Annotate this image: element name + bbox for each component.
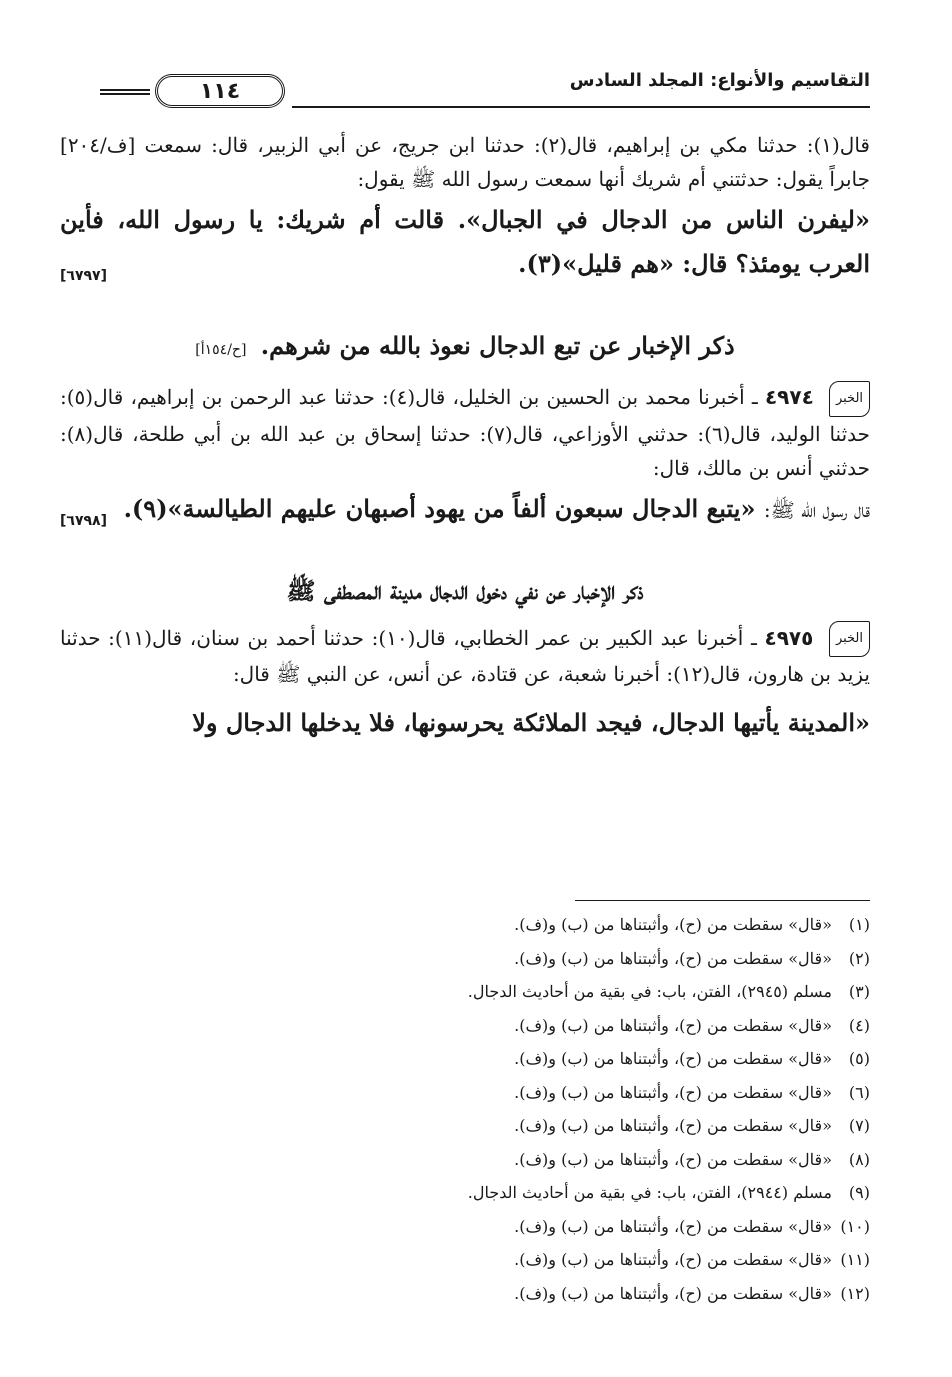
footnote <box>250 1042 870 1076</box>
chapter-heading-text: ذكر الإخبار عن تبع الدجال نعوذ بالله من شرهم. <box>260 331 735 360</box>
leaf-icon: الخبر <box>829 621 870 657</box>
footnote-text: «قال» سقطت من (ح)، وأثبتناها من (ب) و(ف). <box>514 1250 832 1269</box>
footnotes <box>250 908 870 1310</box>
footnote <box>250 908 870 942</box>
footnote-number: (٧) <box>848 1116 870 1135</box>
isnad-text: ـ أخبرنا محمد بن الحسين بن الخليل، قال(٤): حدثنا عبد الرحمن بن إبراهيم، قال(٥): حدثنا الوليد، قال(٦): حدثني الأوزاعي، قال(٧): حدثنا إسحاق بن عبد الله بن أبي طلحة، قال(٨): حدثني أنس بن مالك، قال: <box>60 385 871 480</box>
footnote-number: (١٢) <box>840 1283 870 1303</box>
hadith-number: ٤٩٧٥ <box>764 625 814 650</box>
footnote-text: «قال» سقطت من (ح)، وأثبتناها من (ب) و(ف). <box>514 1283 832 1303</box>
footnote-text: «قال» سقطت من (ح)، وأثبتناها من (ب) و(ف). <box>514 915 832 934</box>
footnote <box>250 1076 870 1110</box>
hadith-ref: [٦٧٩٧] <box>60 268 107 284</box>
hadith-ref: [٦٧٩٨] <box>60 512 107 529</box>
header-ornament <box>100 89 150 95</box>
isnad-text: ـ أخبرنا عبد الكبير بن عمر الخطابي، قال(١٠): حدثنا أحمد بن سنان، قال(١١): حدثنا يزيد بن هارون، قال(١٢): أخبرنا شعبة، عن قتادة، عن أنس، عن النبي ﷺ قال: <box>60 625 870 686</box>
page-header <box>60 66 870 116</box>
footnote-text: «قال» سقطت من (ح)، وأثبتناها من (ب) و(ف). <box>514 1216 832 1236</box>
hadith-intro: قال رسول الله ﷺ: <box>763 497 870 522</box>
footnote <box>250 942 870 976</box>
footnote-number: (٥) <box>848 1049 870 1068</box>
chain-paragraph <box>60 621 870 692</box>
hadith-body: «يتبع الدجال سبعون ألفاً من يهود أصبهان عليهم الطيالسة»(٩). <box>123 493 756 523</box>
footnote <box>250 975 870 1009</box>
chain-paragraph: قال(١): حدثنا مكي بن إبراهيم، قال(٢): حدثنا ابن جريج، عن أبي الزبير، قال: سمعت [ف/٢٠٤] جابراً يقول: حدثتني أم شريك أنها سمعت رسول الله ﷺ يقول: <box>60 133 870 191</box>
footnote-text: مسلم (٢٩٤٤)، الفتن، باب: في بقية من أحاديث الدجال. <box>467 1183 832 1202</box>
hadith-body: «ليفرن الناس من الدجال في الجبال». قالت أم شريك: يا رسول الله، فأين العرب يومئذ؟ قال: «هم قليل»(٣). <box>60 205 870 278</box>
footnote-separator <box>575 900 870 901</box>
hadith-text <box>60 198 870 286</box>
footnote <box>250 1176 870 1210</box>
footnote-text: «قال» سقطت من (ح)، وأثبتناها من (ب) و(ف). <box>514 1116 832 1135</box>
footnote-text: «قال» سقطت من (ح)، وأثبتناها من (ب) و(ف). <box>514 1049 832 1068</box>
header-rule <box>292 106 870 108</box>
chapter-heading <box>60 569 870 613</box>
chapter-heading <box>60 324 870 372</box>
footnote-text: «قال» سقطت من (ح)، وأثبتناها من (ب) و(ف). <box>514 1149 832 1169</box>
footnote-text: «قال» سقطت من (ح)، وأثبتناها من (ب) و(ف). <box>514 1015 832 1035</box>
footnote <box>250 1109 870 1143</box>
footnote <box>250 1143 870 1177</box>
footnote-number: (١) <box>848 915 870 934</box>
footnote-number: (٩) <box>848 1183 870 1202</box>
hadith-number: ٤٩٧٤ <box>764 385 814 409</box>
footnote-number: (٦) <box>848 1082 870 1102</box>
footnote-number: (٣) <box>848 982 870 1001</box>
page-number: ١١٤ <box>155 74 285 108</box>
footnote-number: (٢) <box>848 948 870 968</box>
manuscript-ref: [ح/١٥٤أ] <box>195 342 247 358</box>
hadith-text: «المدينة يأتيها الدجال، فيجد الملائكة يحرسونها، فلا يدخلها الدجال ولا <box>192 708 870 737</box>
hadith-text <box>60 487 870 532</box>
footnote <box>250 1210 870 1244</box>
footnote-number: (٨) <box>848 1149 870 1169</box>
footnote <box>250 1009 870 1043</box>
leaf-icon: الخبر <box>829 381 870 417</box>
footnote <box>250 1243 870 1277</box>
footnote-text: «قال» سقطت من (ح)، وأثبتناها من (ب) و(ف). <box>514 1082 832 1102</box>
footnote-number: (٤) <box>848 1015 870 1035</box>
footnote-text: «قال» سقطت من (ح)، وأثبتناها من (ب) و(ف). <box>514 948 832 968</box>
footnote-number: (١٠) <box>840 1216 870 1236</box>
chain-paragraph <box>60 380 870 485</box>
chapter-heading-text: ذكر الإخبار عن نفي دخول الدجال مدينة المصطفى ﷺ <box>286 575 644 605</box>
page-body <box>60 128 870 745</box>
running-title: التقاسيم والأنواع: المجلد السادس <box>569 70 870 91</box>
footnote-text: مسلم (٢٩٤٥)، الفتن، باب: في بقية من أحاديث الدجال. <box>467 982 832 1001</box>
footnote <box>250 1277 870 1311</box>
footnote-number: (١١) <box>840 1250 870 1269</box>
